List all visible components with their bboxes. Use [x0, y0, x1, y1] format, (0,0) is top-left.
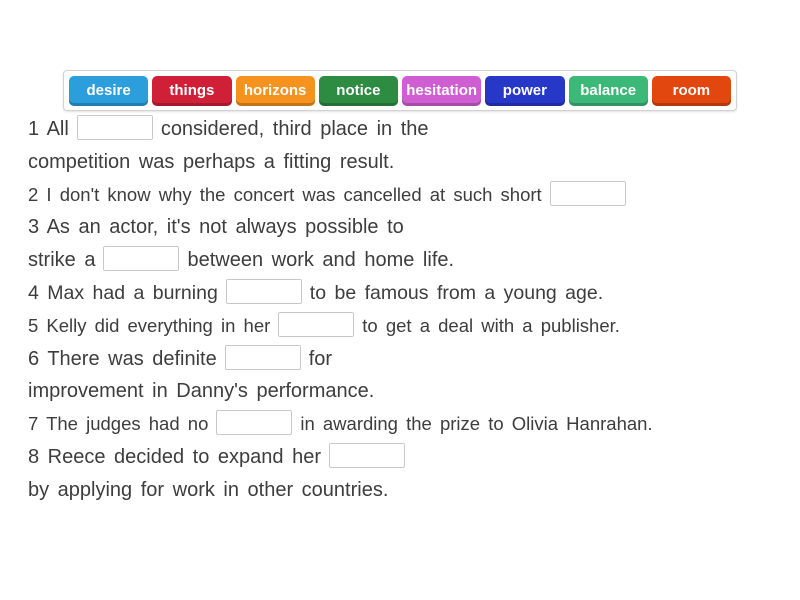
- sentence-line: [28, 343, 788, 376]
- sentence-text: 5 Kelly did everything in her: [28, 314, 271, 336]
- answer-blank[interactable]: [278, 312, 354, 337]
- sentence-line: [28, 277, 788, 310]
- word-chip-label: desire: [86, 82, 131, 99]
- sentence-text: between work and home life.: [187, 249, 455, 272]
- answer-blank[interactable]: [77, 115, 153, 140]
- sentence-text: 3 As an actor, it's not always possible to: [28, 216, 404, 239]
- sentence-text: considered, third place in the: [160, 118, 429, 140]
- sentence-line: [28, 375, 788, 408]
- answer-blank[interactable]: [216, 410, 292, 435]
- answer-blank[interactable]: [225, 345, 301, 370]
- sentence-line: [28, 408, 788, 441]
- word-chip-things[interactable]: [152, 76, 231, 106]
- word-chip-power[interactable]: [485, 76, 564, 106]
- sentence-text: to be famous from a young age.: [309, 281, 604, 304]
- sentence-text: strike a: [28, 249, 96, 272]
- sentence-text: for: [308, 347, 333, 370]
- word-chip-room[interactable]: [652, 76, 731, 106]
- word-bank: [63, 70, 737, 111]
- word-chip-label: notice: [336, 82, 381, 99]
- sentence-text: 2 I don't know why the concert was cancelled at such short: [28, 183, 542, 205]
- word-chip-horizons[interactable]: [236, 76, 315, 106]
- sentence-list: [28, 113, 788, 507]
- sentence-text: 1 All: [28, 118, 69, 140]
- word-chip-label: power: [502, 82, 547, 99]
- answer-blank[interactable]: [550, 181, 626, 206]
- word-chip-label: room: [672, 82, 711, 99]
- sentence-line: [28, 474, 788, 507]
- word-chip-label: horizons: [243, 82, 307, 99]
- word-chip-desire[interactable]: [69, 76, 148, 106]
- word-chip-balance[interactable]: [569, 76, 648, 106]
- sentence-line: [28, 211, 788, 244]
- word-chip-label: balance: [580, 82, 637, 99]
- sentence-line: [28, 310, 788, 343]
- sentence-line: [28, 146, 788, 179]
- sentence-text: in awarding the prize to Olivia Hanrahan.: [300, 413, 653, 435]
- word-chip-label: hesitation: [406, 82, 478, 99]
- sentence-text: 8 Reece decided to expand her: [28, 445, 321, 468]
- sentence-line: [28, 179, 788, 212]
- answer-blank[interactable]: [226, 279, 302, 304]
- sentence-line: [28, 244, 788, 277]
- sentence-text: 4 Max had a burning: [28, 281, 218, 304]
- sentence-line: [28, 113, 788, 146]
- sentence-text: improvement in Danny's performance.: [28, 380, 375, 403]
- answer-blank[interactable]: [103, 246, 179, 271]
- sentence-text: to get a deal with a publisher.: [362, 314, 620, 336]
- sentence-text: competition was perhaps a fitting result.: [28, 150, 395, 173]
- sentence-text: 6 There was definite: [28, 347, 217, 370]
- word-chip-hesitation[interactable]: [402, 76, 481, 106]
- sentence-text: 7 The judges had no: [28, 413, 209, 435]
- word-chip-notice[interactable]: [319, 76, 398, 106]
- answer-blank[interactable]: [329, 443, 405, 468]
- sentence-line: [28, 441, 788, 474]
- sentence-text: by applying for work in other countries.: [28, 478, 389, 501]
- word-chip-label: things: [169, 82, 215, 99]
